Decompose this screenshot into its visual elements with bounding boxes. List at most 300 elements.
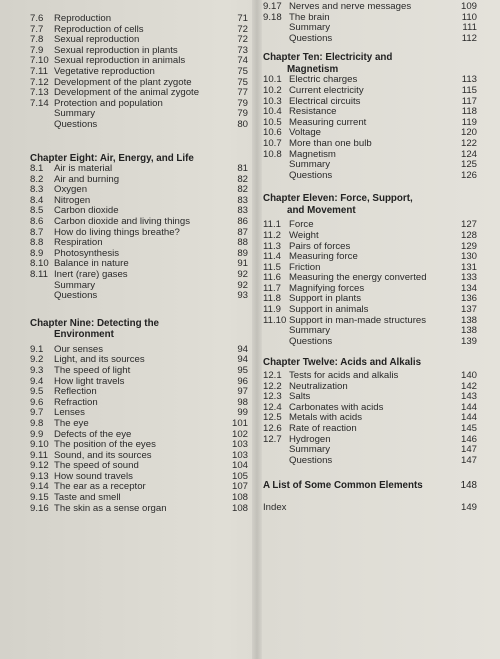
toc-entry-number: 11.3 (263, 240, 281, 252)
toc-entry-page: 142 (460, 380, 477, 392)
toc-entry (30, 175, 248, 186)
toc-entry-number: 11.4 (263, 251, 281, 263)
toc-entry-page: 108 (231, 492, 248, 504)
toc-entry (263, 284, 477, 295)
toc-entry-number: 9.3 (30, 364, 44, 376)
toc-entry-title: Respiration (54, 238, 103, 249)
toc-entry-page: 125 (460, 159, 477, 171)
toc-entry-number: 9.6 (30, 396, 44, 408)
toc-entry-title: Sound, and its sources (54, 450, 152, 461)
toc-entry-title: Nitrogen (54, 195, 91, 206)
toc-entry-page: 92 (237, 279, 248, 291)
toc-entry-number: 11.2 (263, 229, 281, 241)
toc-entry (30, 387, 248, 398)
toc-entry-page: 115 (461, 84, 477, 96)
toc-entry-number: 7.9 (30, 44, 44, 56)
toc-entry-title: Refraction (54, 397, 98, 408)
toc-entry (30, 249, 248, 260)
toc-entry-title: Questions (289, 170, 333, 181)
toc-entry-title: The brain (289, 12, 330, 23)
toc-entry-title: Development of the plant zygote (54, 77, 192, 88)
toc-entry-page: 122 (460, 137, 477, 149)
toc-entry-title: Current electricity (289, 85, 364, 96)
toc-entry (30, 238, 248, 249)
toc-entry-number: 10.6 (263, 127, 282, 139)
toc-entry (263, 316, 477, 327)
toc-entry (263, 445, 477, 456)
toc-entry-title: Defects of the eye (54, 429, 132, 440)
toc-entry-page: 89 (237, 247, 248, 259)
toc-entry (263, 305, 477, 316)
toc-entry-page: 138 (460, 325, 477, 337)
toc-entry-title: Oxygen (54, 185, 88, 196)
toc-entry-title: Summary (289, 23, 331, 34)
toc-entry (30, 408, 248, 419)
toc-entry-title: Questions (289, 33, 333, 44)
toc-entry-page: 105 (231, 470, 248, 482)
toc-entry (30, 461, 248, 472)
toc-entry (263, 160, 477, 171)
toc-entry (263, 75, 477, 86)
chapter-11-heading-line1: Chapter Eleven: Force, Support, (263, 193, 413, 205)
toc-entry-title: The speed of light (54, 365, 131, 376)
toc-entry-page: 103 (231, 439, 248, 451)
toc-entry-title: Development of the animal zygote (54, 88, 200, 99)
toc-entry-number: 12.6 (263, 422, 282, 434)
toc-entry-number: 8.1 (30, 163, 44, 175)
toc-entry-title: Vegetative reproduction (54, 66, 155, 77)
toc-entry (30, 366, 248, 377)
toc-entry (30, 196, 248, 207)
toc-entry-page: 92 (237, 268, 248, 280)
toc-entry-title: Tests for acids and alkalis (289, 370, 399, 381)
toc-entry-title: Neutralization (289, 381, 348, 392)
toc-entry (30, 291, 248, 302)
toc-entry-page: 147 (460, 444, 477, 456)
toc-entry-number: 9.15 (30, 492, 49, 504)
toc-entry-page: 86 (237, 216, 248, 227)
chapter-9-tail-list (263, 2, 477, 44)
toc-entry-number: 9.17 (263, 1, 282, 12)
toc-entry-page: 145 (460, 422, 477, 434)
toc-entry-number: 12.3 (263, 391, 282, 403)
toc-entry-number: 8.9 (30, 247, 44, 259)
toc-entry (30, 270, 248, 281)
toc-entry (30, 46, 248, 57)
toc-entry (263, 231, 477, 242)
toc-entry-number: 7.14 (30, 97, 49, 109)
chapter-10-heading-line2: Magnetism (287, 63, 339, 75)
toc-entry-number: 11.10 (263, 314, 287, 326)
toc-entry-page: 108 (231, 502, 248, 514)
toc-entry-page: 129 (460, 240, 477, 252)
toc-entry-title: The speed of sound (54, 461, 139, 472)
toc-entry-title: Magnifying forces (289, 283, 365, 294)
toc-entry (30, 493, 248, 504)
toc-entry-title: The eye (54, 418, 89, 429)
toc-entry (30, 217, 248, 228)
toc-entry-page: 111 (462, 22, 477, 34)
book-gutter (252, 0, 262, 659)
toc-entry (30, 206, 248, 217)
toc-entry (263, 34, 477, 45)
chapter-7-tail-list (30, 14, 248, 131)
toc-entry-number: 8.7 (30, 226, 44, 238)
toc-entry-title: Reproduction of cells (54, 24, 144, 35)
toc-entry-number: 9.11 (30, 449, 48, 461)
toc-entry-page: 91 (237, 258, 248, 270)
toc-entry-page: 136 (460, 293, 477, 305)
toc-entry (30, 355, 248, 366)
toc-entry-number: 10.5 (263, 116, 282, 128)
toc-entry-title: Summary (289, 160, 331, 171)
toc-entry-title: Electric charges (289, 75, 358, 86)
toc-entry-number: 9.16 (30, 502, 49, 514)
toc-entry-title: Protection and population (54, 98, 163, 109)
toc-entry (263, 413, 477, 424)
toc-entry (263, 273, 477, 284)
toc-entry-page: 126 (460, 169, 477, 181)
toc-entry (263, 150, 477, 161)
chapter-10-heading (263, 52, 477, 75)
toc-entry-page: 124 (460, 148, 477, 160)
toc-entry (263, 252, 477, 263)
toc-entry (263, 424, 477, 435)
chapter-10-heading-line1: Chapter Ten: Electricity and (263, 52, 393, 64)
toc-entry-number: 11.5 (263, 261, 281, 273)
elements-list-page: 148 (460, 480, 477, 492)
toc-entry-page: 138 (460, 314, 477, 326)
index-entry (263, 503, 477, 514)
toc-entry-page: 94 (237, 354, 248, 366)
toc-entry-title: Friction (289, 262, 321, 273)
toc-entry (263, 128, 477, 139)
toc-entry (263, 118, 477, 129)
toc-entry-page: 99 (237, 407, 248, 419)
toc-entry-title: Questions (289, 336, 333, 347)
toc-entry-number: 10.4 (263, 106, 282, 118)
toc-entry-page: 113 (461, 74, 477, 86)
toc-entry-number: 9.8 (30, 417, 44, 429)
toc-right-column (263, 2, 477, 513)
toc-entry (30, 56, 248, 67)
toc-entry-number: 8.11 (30, 268, 48, 280)
chapter-8-heading: Chapter Eight: Air, Energy, and Life (30, 152, 194, 164)
toc-entry-number: 9.5 (30, 386, 44, 398)
toc-entry-number: 12.2 (263, 380, 282, 392)
toc-entry-page: 75 (237, 65, 248, 77)
chapter-12-heading: Chapter Twelve: Acids and Alkalis (263, 357, 422, 369)
elements-list-entry (263, 480, 477, 491)
toc-entry-page: 143 (460, 391, 477, 403)
toc-entry (30, 419, 248, 430)
toc-entry (30, 78, 248, 89)
toc-entry-title: Reflection (54, 387, 97, 398)
toc-entry-page: 146 (460, 433, 477, 445)
toc-entry-page: 107 (231, 481, 248, 493)
toc-entry (263, 242, 477, 253)
toc-entry (263, 403, 477, 414)
toc-entry-page: 128 (460, 229, 477, 241)
toc-entry-page: 110 (461, 11, 477, 23)
toc-entry-page: 80 (237, 118, 248, 130)
index-title: Index (263, 502, 287, 513)
toc-entry-page: 82 (237, 173, 248, 185)
toc-entry-title: Air is material (54, 164, 113, 175)
toc-entry (30, 472, 248, 483)
toc-entry-number: 12.7 (263, 433, 282, 445)
toc-entry-number: 11.1 (263, 219, 281, 231)
toc-entry (263, 13, 477, 24)
toc-entry-title: Support in plants (289, 294, 361, 305)
toc-entry-page: 103 (231, 449, 248, 461)
toc-entry-page: 95 (237, 364, 248, 376)
toc-entry-title: Inert (rare) gases (54, 269, 128, 280)
toc-entry-number: 8.4 (30, 194, 44, 206)
toc-entry (30, 99, 248, 110)
toc-entry-title: Measuring current (289, 117, 367, 128)
toc-entry-page: 112 (461, 32, 477, 44)
toc-entry-number: 10.1 (263, 74, 282, 86)
toc-entry (30, 120, 248, 131)
toc-entry-title: Summary (54, 280, 96, 291)
toc-entry-number: 9.10 (30, 439, 49, 451)
toc-entry-title: How sound travels (54, 471, 133, 482)
toc-entry-page: 74 (237, 55, 248, 67)
toc-entry (263, 382, 477, 393)
chapter-9-list (30, 345, 248, 515)
toc-entry (30, 451, 248, 462)
toc-entry-page: 98 (237, 396, 248, 408)
toc-entry (263, 392, 477, 403)
chapter-9-heading (30, 318, 248, 341)
toc-entry-page: 79 (237, 108, 248, 120)
toc-entry-number: 9.12 (30, 460, 49, 472)
toc-entry (30, 14, 248, 25)
toc-entry-title: Questions (289, 455, 333, 466)
toc-entry-page: 83 (237, 194, 248, 206)
toc-entry (263, 263, 477, 274)
toc-entry-title: Questions (54, 291, 98, 302)
toc-entry (263, 139, 477, 150)
toc-entry (30, 377, 248, 388)
toc-entry-page: 139 (460, 335, 477, 347)
toc-entry-title: Resistance (289, 107, 337, 118)
toc-entry-title: Carbon dioxide (54, 206, 119, 217)
toc-entry-page: 75 (237, 76, 248, 88)
toc-entry (30, 185, 248, 196)
chapter-8-list (30, 164, 248, 302)
toc-entry-page: 88 (237, 237, 248, 249)
toc-entry (30, 109, 248, 120)
toc-entry-title: Carbonates with acids (289, 402, 384, 413)
toc-entry-page: 127 (460, 219, 477, 231)
toc-entry-page: 140 (460, 369, 477, 381)
toc-entry-title: How light travels (54, 376, 125, 387)
toc-entry-number: 10.2 (263, 84, 282, 96)
toc-entry-page: 130 (460, 251, 477, 263)
toc-entry-title: Air and burning (54, 174, 120, 185)
chapter-9-heading-line2: Environment (54, 329, 114, 341)
toc-entry (263, 97, 477, 108)
toc-entry (30, 504, 248, 515)
toc-entry-title: Weight (289, 230, 319, 241)
toc-entry (263, 23, 477, 34)
toc-entry-title: Photosynthesis (54, 248, 120, 259)
toc-entry (30, 345, 248, 356)
toc-entry-page: 134 (460, 282, 477, 294)
toc-entry-title: Measuring the energy converted (289, 273, 427, 284)
chapter-11-heading-line2: and Movement (287, 204, 356, 216)
toc-entry (30, 482, 248, 493)
toc-entry-number: 8.8 (30, 237, 44, 249)
toc-entry (263, 294, 477, 305)
toc-entry-title: Voltage (289, 128, 322, 139)
toc-entry-title: Support in man-made structures (289, 315, 427, 326)
toc-entry (263, 220, 477, 231)
toc-entry-title: Magnetism (289, 149, 336, 160)
toc-entry-number: 12.5 (263, 412, 282, 424)
toc-entry-page: 101 (231, 417, 248, 429)
toc-entry-title: More than one bulb (289, 138, 372, 149)
toc-entry-title: Our senses (54, 344, 104, 355)
toc-entry (30, 430, 248, 441)
toc-entry-title: Sexual reproduction in plants (54, 45, 178, 56)
toc-entry-title: Reproduction (54, 14, 112, 24)
toc-entry-number: 7.12 (30, 76, 49, 88)
toc-entry-page: 131 (460, 261, 477, 273)
toc-entry-title: Hydrogen (289, 434, 331, 445)
toc-entry-page: 104 (231, 460, 248, 472)
toc-entry-title: Sexual reproduction (54, 35, 140, 46)
toc-entry-page: 137 (460, 304, 477, 316)
toc-entry (263, 107, 477, 118)
toc-entry-title: Summary (289, 445, 331, 456)
toc-entry-number: 8.10 (30, 258, 49, 270)
toc-entry-page: 81 (237, 163, 248, 175)
toc-entry (263, 371, 477, 382)
toc-entry-number: 7.11 (30, 65, 48, 77)
toc-entry-title: Lenses (54, 408, 85, 419)
toc-entry-number: 9.14 (30, 481, 49, 493)
toc-entry-page: 133 (460, 272, 477, 284)
toc-entry-page: 73 (237, 44, 248, 56)
toc-entry (263, 456, 477, 467)
chapter-9-heading-line1: Chapter Nine: Detecting the (30, 317, 160, 329)
toc-entry (30, 25, 248, 36)
toc-entry-page: 77 (237, 87, 248, 99)
toc-entry (30, 228, 248, 239)
toc-entry-number: 9.9 (30, 428, 44, 440)
toc-entry-number: 9.7 (30, 407, 44, 419)
toc-entry-number: 9.4 (30, 375, 44, 387)
toc-entry-page: 79 (237, 97, 248, 109)
chapter-11-list (263, 220, 477, 347)
toc-entry-number: 7.13 (30, 87, 49, 99)
toc-entry-title: Rate of reaction (289, 423, 357, 434)
toc-entry-title: Taste and smell (54, 493, 121, 504)
toc-entry-title: Questions (54, 119, 98, 130)
toc-entry (30, 164, 248, 175)
toc-entry-title: Electrical circuits (289, 96, 361, 107)
toc-entry (30, 259, 248, 270)
chapter-10-list (263, 75, 477, 181)
toc-entry-page: 120 (460, 127, 477, 139)
toc-entry (263, 86, 477, 97)
toc-entry-title: Pairs of forces (289, 241, 351, 252)
toc-entry-page: 102 (231, 428, 248, 440)
toc-entry (30, 35, 248, 46)
toc-entry-page: 72 (237, 23, 248, 35)
toc-entry-number: 11.7 (263, 282, 281, 294)
toc-entry-number: 12.1 (263, 369, 282, 381)
toc-entry (30, 88, 248, 99)
toc-entry-number: 11.9 (263, 304, 281, 316)
toc-entry (30, 440, 248, 451)
toc-entry (263, 2, 477, 13)
toc-entry-page: 144 (460, 401, 477, 413)
toc-entry-title: Nerves and nerve messages (289, 2, 412, 12)
toc-entry (263, 435, 477, 446)
toc-entry-number: 10.7 (263, 137, 282, 149)
toc-entry-number: 8.2 (30, 173, 44, 185)
toc-entry-number: 7.7 (30, 23, 44, 35)
toc-entry-page: 93 (237, 290, 248, 302)
toc-entry-title: Balance in nature (54, 259, 129, 270)
toc-entry-title: The skin as a sense organ (54, 503, 167, 514)
toc-entry-number: 9.1 (30, 343, 44, 355)
index-page: 149 (460, 501, 477, 513)
toc-entry-title: Force (289, 220, 314, 231)
elements-list-heading: A List of Some Common Elements (263, 480, 423, 492)
toc-entry-number: 9.13 (30, 470, 49, 482)
toc-entry-title: How do living things breathe? (54, 227, 180, 238)
toc-entry-number: 7.8 (30, 34, 44, 46)
toc-entry-title: Sexual reproduction in animals (54, 56, 186, 67)
toc-entry-page: 117 (461, 95, 477, 107)
chapter-11-heading (263, 193, 477, 216)
toc-entry-number: 9.2 (30, 354, 44, 366)
toc-entry-page: 82 (237, 184, 248, 196)
toc-entry-page: 119 (461, 116, 477, 128)
toc-entry-page: 87 (237, 226, 248, 238)
toc-entry-number: 10.3 (263, 95, 282, 107)
toc-entry (263, 326, 477, 337)
toc-entry-number: 12.4 (263, 401, 282, 413)
toc-entry-page: 94 (237, 343, 248, 355)
toc-entry-number: 8.3 (30, 184, 44, 196)
toc-entry (30, 67, 248, 78)
toc-entry-title: Light, and its sources (54, 355, 145, 366)
chapter-12-list (263, 371, 477, 466)
toc-entry-title: Salts (289, 392, 311, 403)
toc-entry-page: 96 (237, 375, 248, 387)
toc-entry-title: Summary (289, 326, 331, 337)
toc-left-column (30, 14, 248, 514)
toc-entry-title: Support in animals (289, 305, 369, 316)
toc-entry (30, 281, 248, 292)
toc-entry-page: 118 (461, 106, 477, 118)
toc-entry-number: 10.8 (263, 148, 282, 160)
toc-entry-title: The position of the eyes (54, 440, 156, 451)
toc-entry-page: 109 (460, 1, 477, 12)
toc-entry-title: The ear as a receptor (54, 482, 146, 493)
toc-entry (263, 337, 477, 348)
toc-entry-number: 8.5 (30, 205, 44, 217)
toc-entry-page: 144 (460, 412, 477, 424)
toc-entry-title: Metals with acids (289, 413, 363, 424)
toc-entry-number: 11.8 (263, 293, 281, 305)
